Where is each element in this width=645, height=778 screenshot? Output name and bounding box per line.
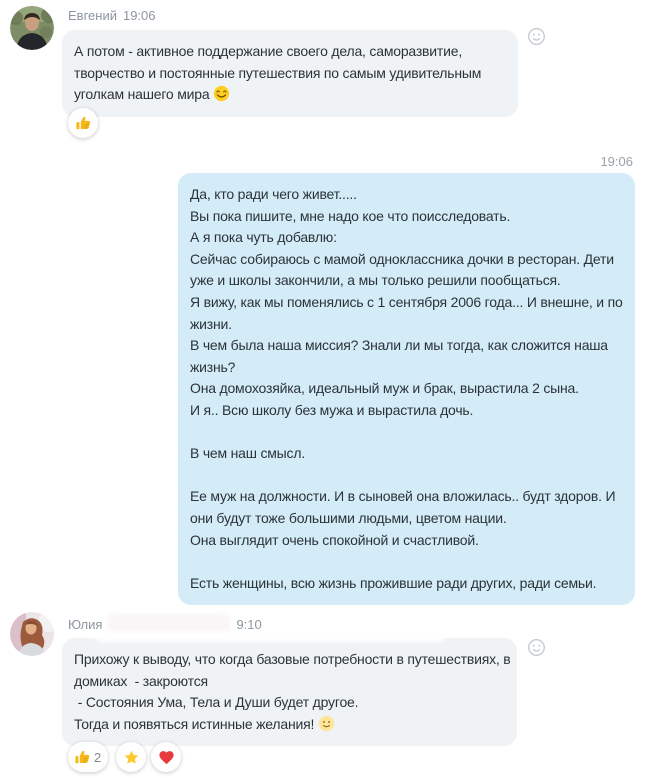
message-bubble-outgoing[interactable] <box>178 173 635 605</box>
reaction-thumbs-up[interactable] <box>68 108 98 138</box>
message-line <box>190 465 623 487</box>
message-text <box>74 41 506 106</box>
message-line: Прихожу к выводу, что когда базовые потребности в путешествиях, в <box>74 651 511 667</box>
message-line: Она выглядит очень спокойной и счастливой. <box>190 531 479 548</box>
author-name: Юлия <box>68 616 103 632</box>
smiling-face-with-smiling-eyes-emoji <box>213 85 230 102</box>
message-line: жизнь? <box>190 358 236 375</box>
redaction-blur <box>144 380 160 422</box>
message-bubble-incoming[interactable] <box>62 638 517 746</box>
message-line: - Состояния Ума, Тела и Души будет другое. <box>74 694 359 711</box>
message-line: Ее муж на должности. И в сыновей она вложилась.. будт здоров. И <box>190 488 616 505</box>
message-line <box>190 551 623 573</box>
add-reaction-smiley-icon[interactable] <box>527 638 546 657</box>
message-line: И я.. Всю школу без мужа и вырастила дочь. <box>190 401 474 418</box>
message-time: 19:06 <box>122 8 156 23</box>
message-line: Я вижу, как мы поменялись с 1 сентября 2006 года... И внешне, и по <box>190 293 623 310</box>
avatar-evgeniy[interactable] <box>10 6 54 50</box>
star-emoji <box>123 749 140 766</box>
message-line: Она домохозяйка, идеальный муж и брак, вырастила 2 сына. <box>190 380 579 397</box>
slightly-smiling-face-emoji <box>318 715 335 732</box>
message-line: А потом - активное поддержание своего дела, саморазвитие, <box>74 43 463 59</box>
message-line: А я пока чуть добавлю: <box>190 229 337 246</box>
message-text <box>74 649 511 735</box>
message-line: Сейчас собираюсь с мамой одноклассника дочки в ресторан. Дети <box>190 250 614 267</box>
message-line: Вы пока пишите, мне надо кое что поисследовать. <box>190 207 511 224</box>
message-bubble-incoming[interactable] <box>62 30 518 117</box>
reaction-thumbs-up[interactable] <box>68 742 108 772</box>
message-line: В чем была наша миссия? Знали ли мы тогда, как сложится наша <box>190 337 608 354</box>
message-time: 9:10 <box>236 616 262 632</box>
add-reaction-smiley-icon[interactable] <box>527 27 546 46</box>
reaction-star[interactable] <box>116 742 146 772</box>
message-line: домиках - закроются <box>74 672 208 689</box>
thumbs-up-emoji <box>75 115 92 132</box>
reaction-heart[interactable] <box>151 742 181 772</box>
message-time: 19:06 <box>600 154 633 169</box>
message-line: жизни. <box>190 315 232 332</box>
reaction-count: 2 <box>94 749 102 765</box>
message-line: творчество и постоянные путешествия по самым удивительным <box>74 64 482 81</box>
message-line: Да, кто ради чего живет..... <box>190 186 357 202</box>
redaction-blur <box>520 82 635 110</box>
message-line: уголкам нашего мира <box>74 84 506 106</box>
avatar-yuliya[interactable] <box>10 612 54 656</box>
message-line: уже и школы закончили, а мы только решили пообщаться. <box>190 272 561 289</box>
message-line: Есть женщины, всю жизнь прожившие ради других, ради семьи. <box>190 574 597 591</box>
author-name: Евгений <box>68 8 117 23</box>
message-line: они будут тоже большими людьми, цветом нации. <box>190 509 507 526</box>
thumbs-up-emoji <box>74 749 91 766</box>
message-text <box>190 184 623 594</box>
heart-emoji <box>158 749 175 766</box>
message-line: Тогда и появяться истинные желания! <box>74 714 505 736</box>
message-line <box>190 422 623 444</box>
message-line: В чем наш смысл. <box>190 445 306 462</box>
message-header <box>68 8 156 23</box>
avatar-yuliya-photo <box>10 612 54 656</box>
redaction-blur <box>95 631 445 642</box>
avatar-evgeniy-photo <box>10 6 54 50</box>
